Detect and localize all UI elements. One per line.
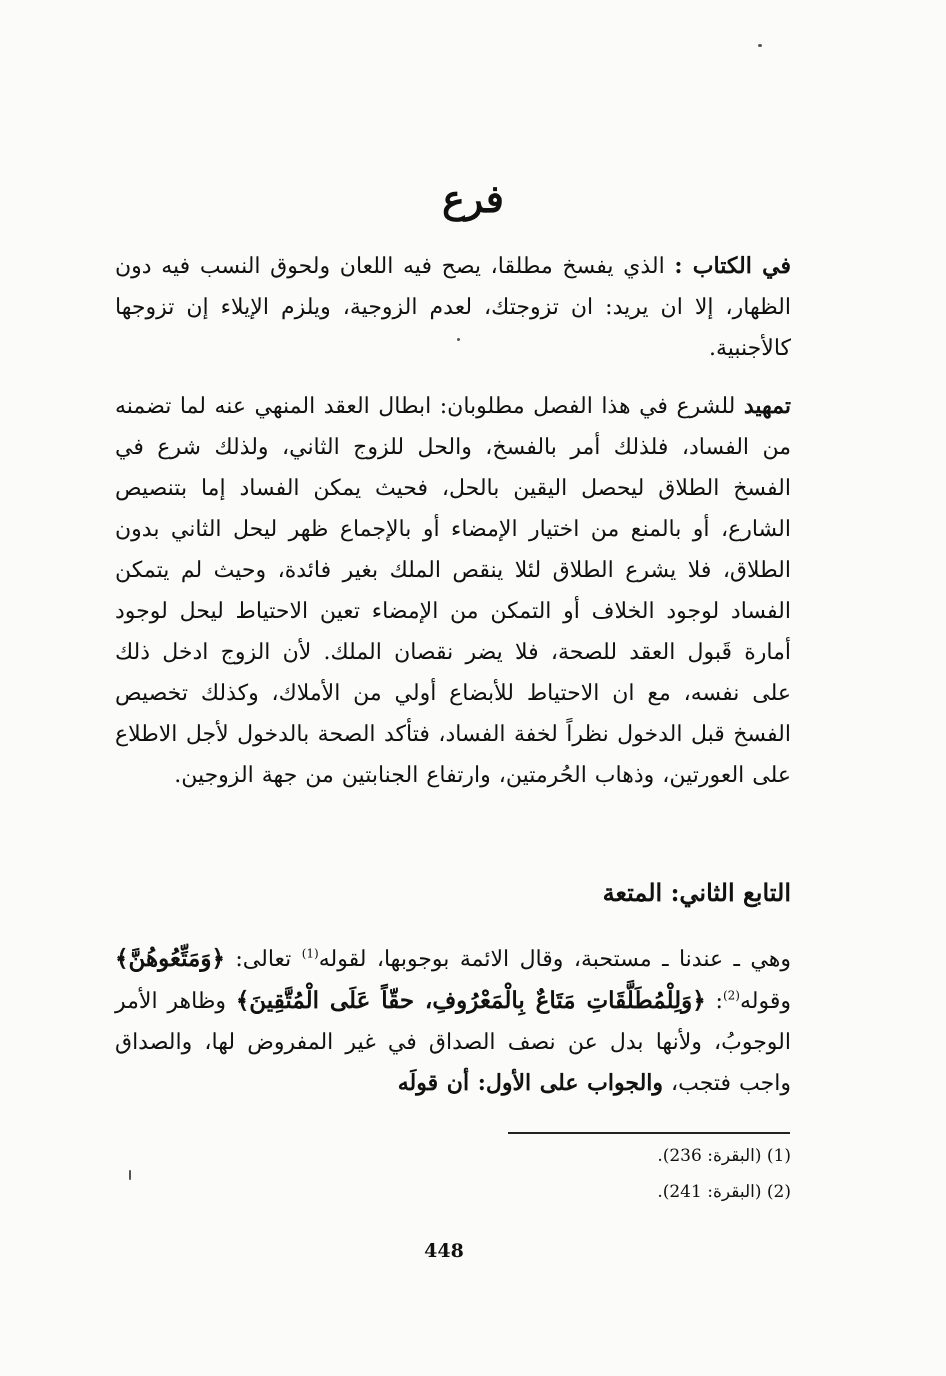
paragraph-lead: تمهيد xyxy=(743,393,791,419)
text-run: وقوله xyxy=(739,989,791,1014)
text-run-bold: والجواب على الأول: أن قولَه xyxy=(397,1070,664,1096)
text-run: وهي ـ عندنا ـ مستحبة، وقال الائمة بوجوبها، لقوله xyxy=(318,947,791,972)
paragraph-text: الذي يفسخ مطلقا، يصح فيه اللعان ولحوق النسب فيه دون الظهار، إلا ان يريد: ان تزوجتك، لعدم الزوجية، ويلزم الإيلاء إن تزوجها كالأجنبية. xyxy=(115,254,791,361)
scan-speck xyxy=(758,44,762,47)
subsection-heading: التابع الثاني: المتعة xyxy=(602,878,791,907)
quran-verse: ﴿وَلِلْمُطَلَّقَاتِ مَتَاعٌ بِالْمَعْرُوفِ، حقّاً عَلَى الْمُتَّقِينَ﴾ xyxy=(235,987,706,1014)
page-number: 448 xyxy=(424,1240,464,1262)
footnote-ref: (1) xyxy=(301,946,319,961)
footnote: (1) (البقرة: 236). xyxy=(657,1146,791,1166)
paragraph-tamhid xyxy=(115,386,791,796)
text-run: تعالى: xyxy=(224,947,302,972)
text-run: وظاهر الأمر الوجوبُ، ولأنها بدل عن نصف الصداق في غير المفروض لها، والصداق واجب فتجب، xyxy=(115,989,791,1096)
footnote: (2) (البقرة: 241). xyxy=(657,1182,791,1202)
section-title: فرع xyxy=(442,176,504,221)
footnote-ref: (2) xyxy=(722,988,740,1003)
text-run: : xyxy=(705,989,723,1014)
scan-speck xyxy=(457,338,460,341)
paragraph-kitab xyxy=(115,246,791,369)
paragraph-lead: في الكتاب : xyxy=(674,253,791,279)
footnote-divider xyxy=(508,1132,790,1134)
scan-speck xyxy=(129,1170,131,1180)
paragraph-mutah xyxy=(115,938,791,1104)
paragraph-text: للشرع في هذا الفصل مطلوبان: ابطال العقد المنهي عنه لما تضمنه من الفساد، فلذلك أمر بالفسخ، والحل للزوج الثاني، ولذلك شرع في الفسخ الطلاق ليحصل اليقين بالحل، فحيث يمكن الفساد إما بتنصيص الشارع، أو بالمنع من اختيار الإمضاء أو بالإجماع ظهر ليحل الثاني بدون الطلاق، فلا يشرع الطلاق لئلا ينقص الملك بغير فائدة، وحيث لم يتمكن الفساد لوجود الخلاف أو التمكن من الإمضاء تعين الاحتياط ليحل لوجود أمارة قَبول العقد للصحة، فلا يضر نقصان الملك. لأن الزوج ادخل ذلك على نفسه، مع ان الاحتياط للأبضاع أولي من الأملاك، وكذلك تخصيص الفسخ قبل الدخول نظراً لخفة الفساد، فتأكد الصحة بالدخول لأجل الاطلاع على العورتين، وذهاب الحُرمتين، وارتفاع الجنابتين من جهة الزوجين. xyxy=(115,394,791,788)
quran-verse: ﴿وَمَتِّعُوهُنَّ﴾ xyxy=(115,945,225,972)
